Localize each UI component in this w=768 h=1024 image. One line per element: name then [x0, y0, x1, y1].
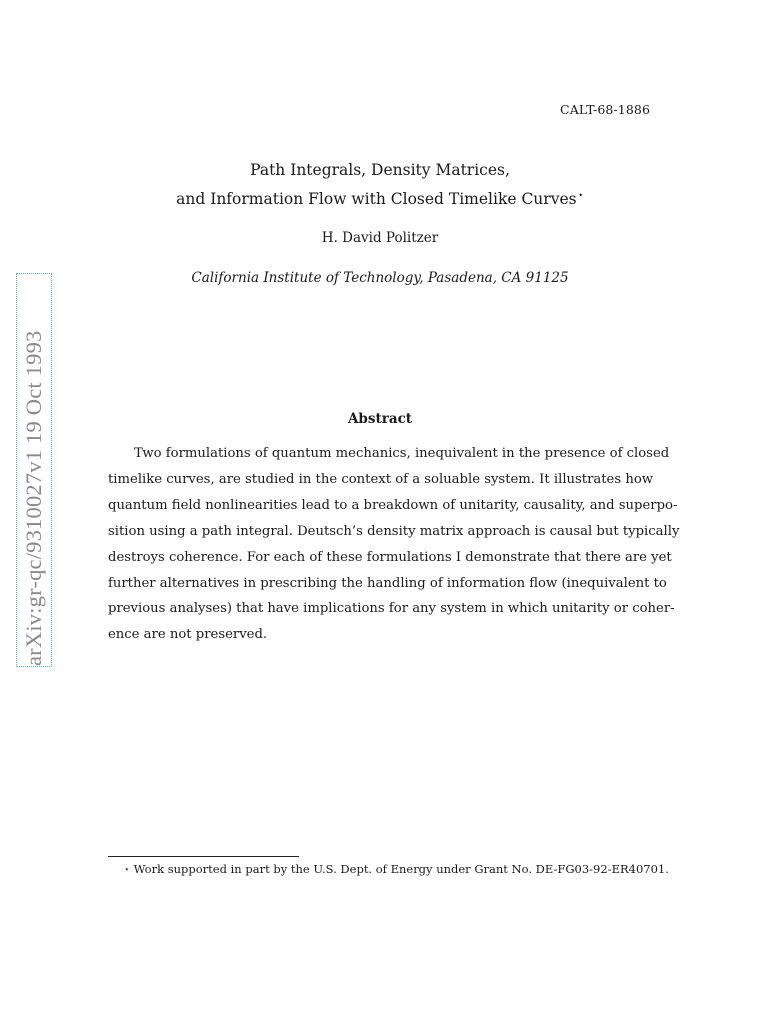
footnote-mark: ⋆ — [124, 865, 130, 875]
abstract-line: sition using a path integral. Deutsch’s density matrix approach is causal but typically — [108, 523, 680, 539]
arxiv-identifier[interactable]: arXiv:gr-qc/9310027v1 19 Oct 1993 — [21, 330, 46, 666]
title-footnote-mark: ⋆ — [577, 190, 584, 201]
abstract-line: Two formulations of quantum mechanics, inequivalent in the presence of closed — [134, 446, 670, 461]
title-line-2-text: and Information Flow with Closed Timelike Curves — [176, 190, 577, 208]
abstract-heading: Abstract — [347, 411, 413, 427]
footnote-divider — [108, 856, 299, 857]
author-name: H. David Politzer — [321, 230, 439, 246]
report-number: CALT-68-1886 — [560, 102, 650, 117]
abstract-line: timelike curves, are studied in the context of a soluable system. It illustrates how — [108, 471, 654, 487]
abstract-line: destroys coherence. For each of these formulations I demonstrate that there are yet — [108, 549, 672, 565]
abstract-line: ence are not preserved. — [108, 627, 268, 643]
footnote-text: Work supported in part by the U.S. Dept. of Energy under Grant No. DE-FG03-92-ER40701. — [133, 862, 669, 876]
abstract-line: quantum field nonlinearities lead to a breakdown of unitarity, causality, and superpo- — [108, 497, 678, 513]
footnote — [124, 862, 669, 876]
abstract-line: further alternatives in prescribing the handling of information flow (inequivalent to — [108, 575, 667, 591]
title-line-2 — [0, 183, 760, 212]
author-affiliation: California Institute of Technology, Pasadena, CA 91125 — [191, 270, 569, 286]
title-line-1: Path Integrals, Density Matrices, — [250, 161, 510, 179]
paper-title — [0, 157, 760, 212]
abstract-body — [108, 441, 680, 648]
abstract-line: previous analyses) that have implications for any system in which unitarity or coher- — [108, 601, 675, 617]
